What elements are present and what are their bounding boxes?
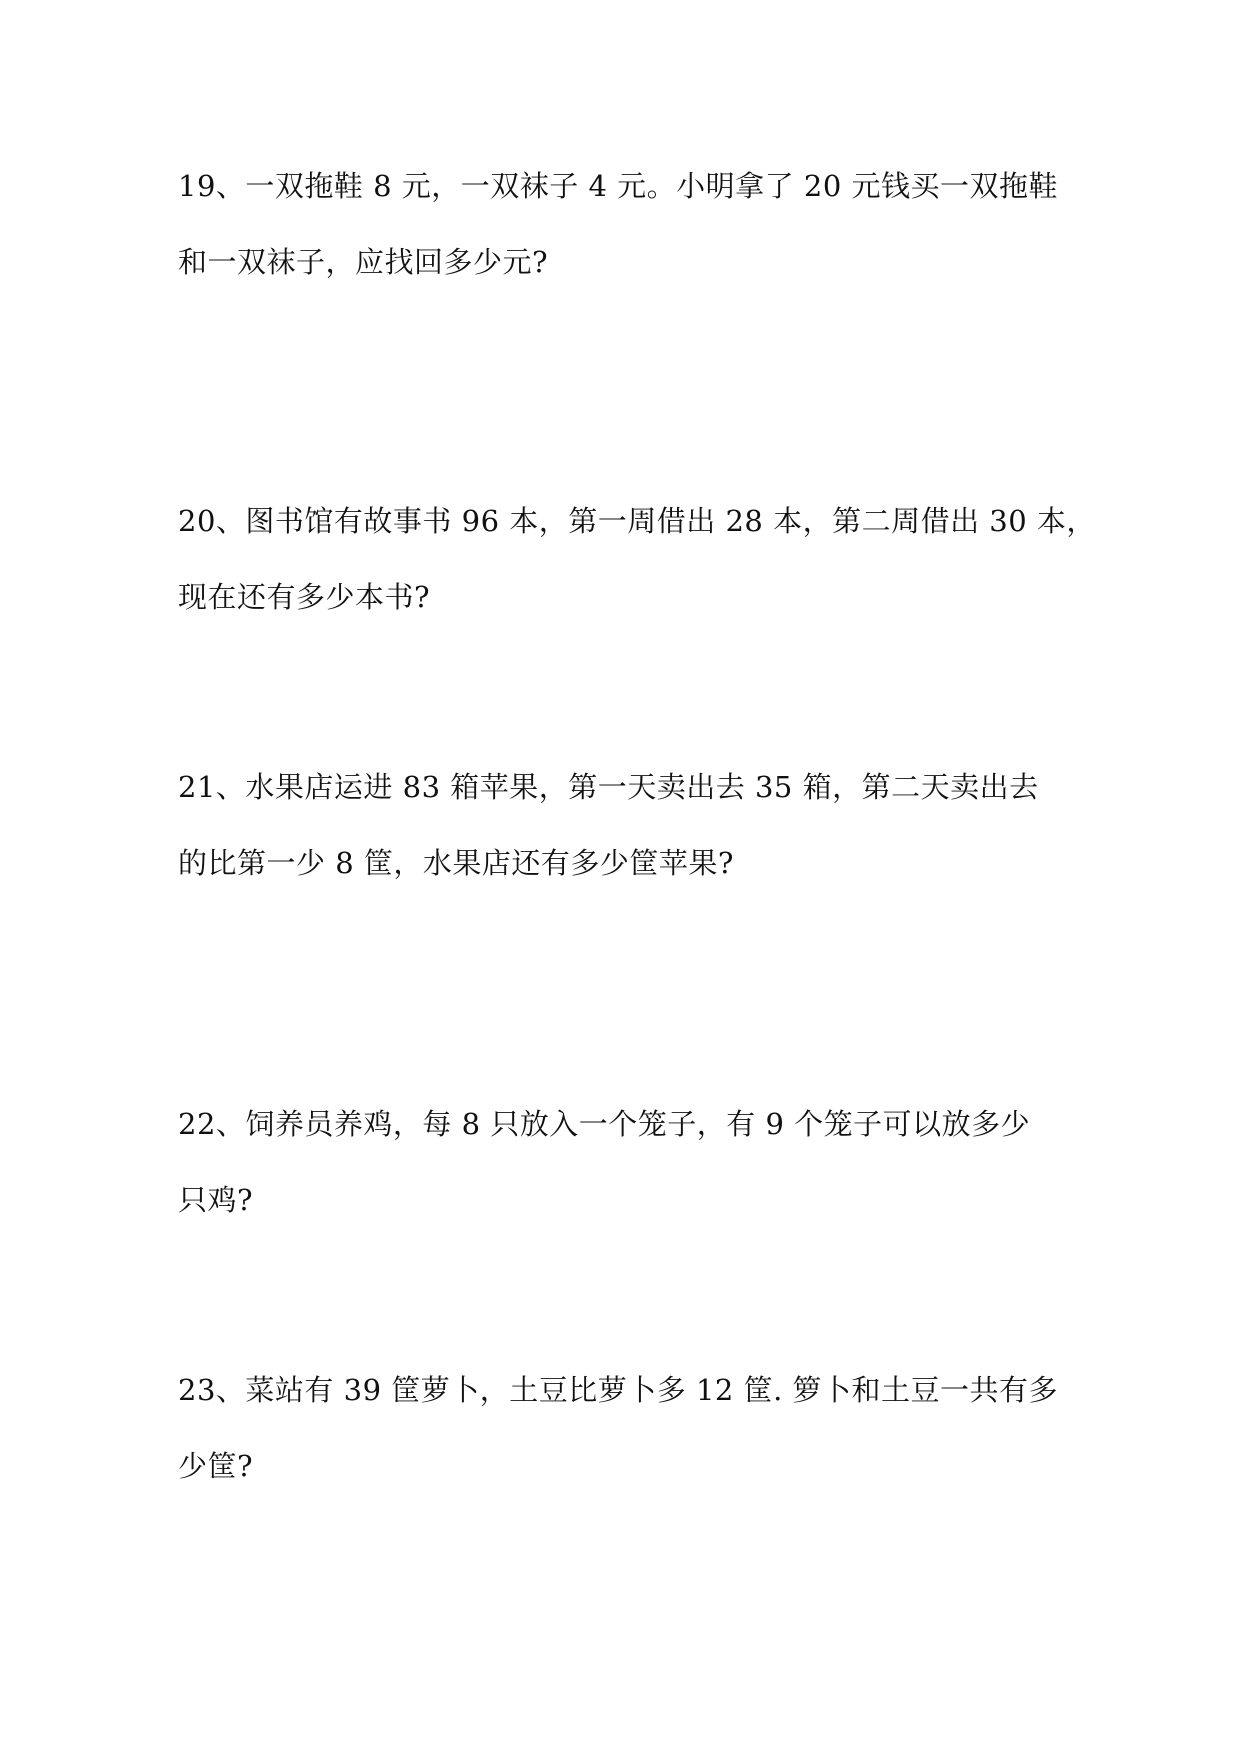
problem-line: 22、饲养员养鸡，每 8 只放入一个笼子，有 9 个笼子可以放多少 (178, 1107, 1031, 1141)
problem-line: 21、水果店运进 83 箱苹果，第一天卖出去 35 箱，第二天卖出去 (178, 770, 1039, 804)
problem-line: 少筐? (178, 1449, 254, 1483)
problem-line: 19、一双拖鞋 8 元，一双袜子 4 元。小明拿了 20 元钱买一双拖鞋 (178, 169, 1059, 203)
problem-line: 和一双袜子，应找回多少元? (178, 245, 549, 279)
problem-line: 的比第一少 8 筐，水果店还有多少筐苹果? (178, 846, 734, 880)
problem-line: 23、菜站有 39 筐萝卜，土豆比萝卜多 12 筐. 箩卜和土豆一共有多 (178, 1373, 1059, 1407)
problem-line: 现在还有多少本书? (178, 580, 431, 614)
problem-line: 只鸡? (178, 1183, 254, 1217)
problem-line: 20、图书馆有故事书 96 本，第一周借出 28 本，第二周借出 30 本， (178, 504, 1096, 538)
